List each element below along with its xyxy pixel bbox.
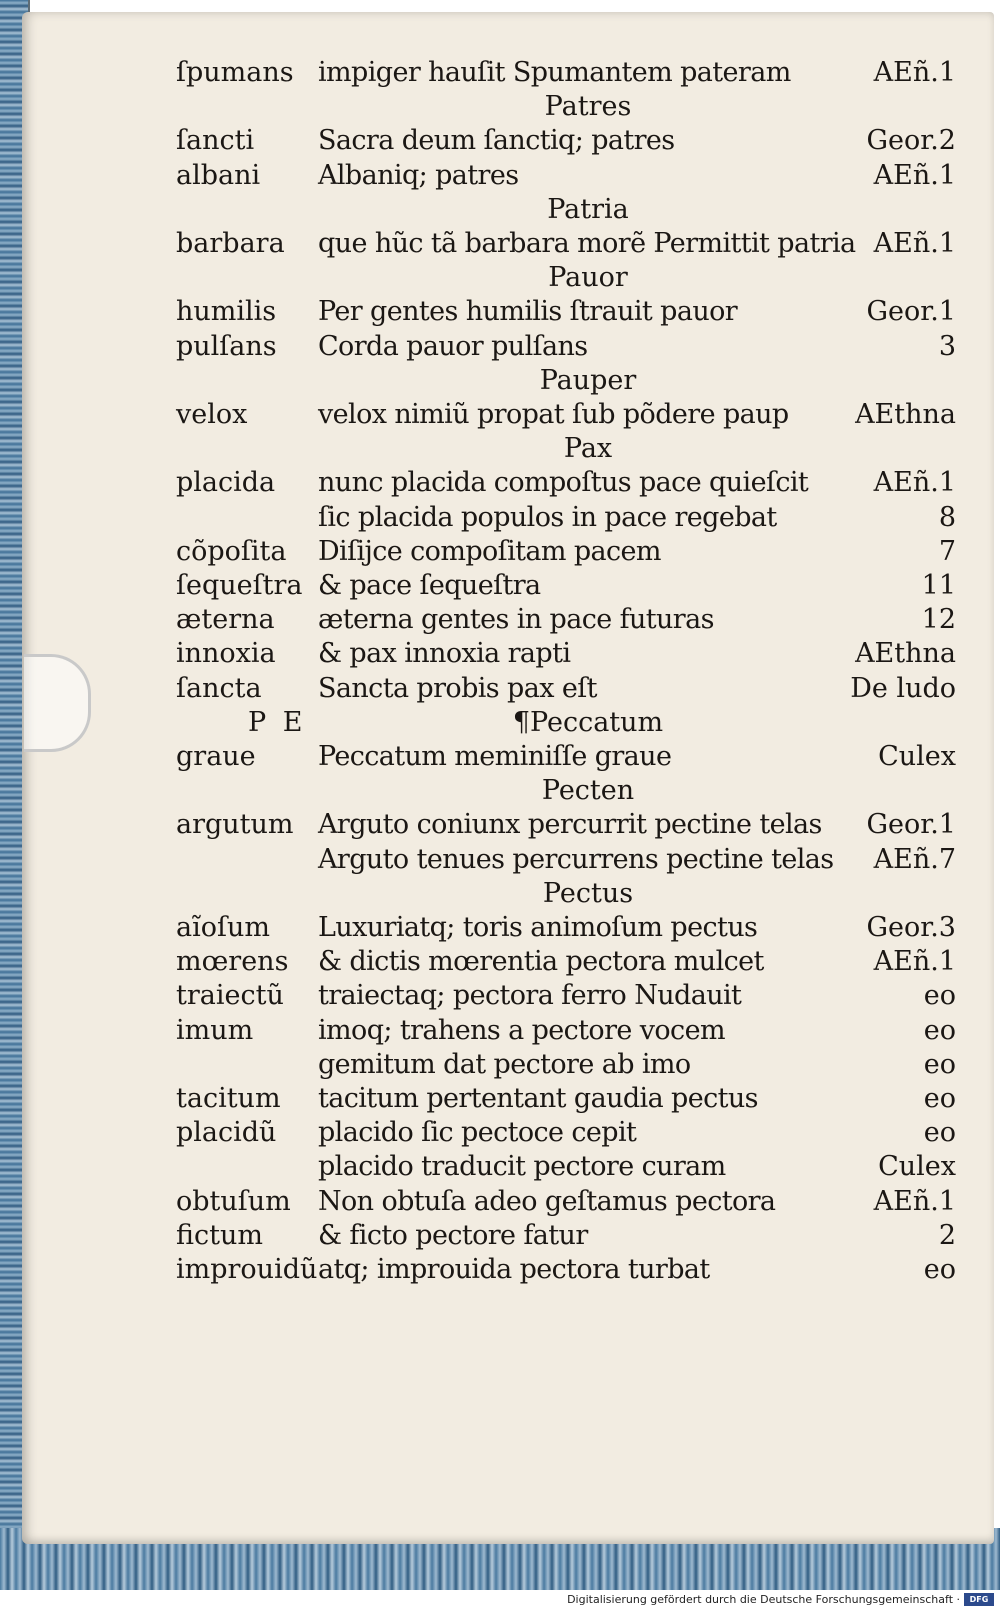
- entry-row: [0, 979, 1000, 1013]
- entry-heading: Pectus: [542, 877, 634, 909]
- entry-keyword: innoxia: [176, 638, 276, 670]
- entry-line: Arguto coniunx percurrit pectine telas: [318, 809, 822, 841]
- entry-keyword: ſancti: [176, 125, 255, 157]
- entry-line: Peccatum meminiſſe graue: [318, 741, 672, 772]
- entry-row: [0, 501, 1000, 535]
- heading-row: [0, 706, 1000, 740]
- entry-row: [0, 1082, 1000, 1116]
- heading-row: [0, 774, 1000, 808]
- heading-row: [0, 877, 1000, 911]
- entry-line: æterna gentes in pace futuras: [318, 604, 714, 636]
- entry-heading: Patria: [547, 193, 629, 225]
- entry-line: Sacra deum ſanctiq; patres: [318, 125, 675, 157]
- entry-row: [0, 603, 1000, 637]
- entry-row: [0, 1014, 1000, 1048]
- entry-keyword: imum: [176, 1014, 254, 1046]
- entry-line: traiectaq; pectora ferro Nudauit: [318, 980, 742, 1012]
- entry-keyword: mœrens: [176, 946, 289, 978]
- entry-row: [0, 1116, 1000, 1150]
- entry-keyword: humilis: [176, 296, 277, 328]
- entry-line: atq; improuida pectora turbat: [318, 1254, 710, 1285]
- entry-row: [0, 330, 1000, 364]
- entry-line: impiger hauſit Spumantem pateram: [318, 57, 791, 88]
- entry-reference: eo: [923, 1014, 956, 1046]
- entry-line: ſic placida populos in pace regebat: [318, 501, 777, 533]
- entry-line: que hũc tã barbara morẽ Permittit patria: [318, 228, 856, 259]
- entry-line: Arguto tenues percurrens pectine telas: [318, 843, 834, 875]
- entry-row: [0, 159, 1000, 193]
- entry-line: nunc placida compoſtus pace quieſcit: [318, 467, 809, 499]
- entry-row: [0, 56, 1000, 90]
- entry-keyword: argutum: [176, 809, 294, 841]
- entry-line: Diſijce compoſitam pacem: [318, 535, 661, 567]
- entry-row: [0, 535, 1000, 569]
- section-marker: P E: [248, 706, 307, 738]
- entry-row: [0, 124, 1000, 158]
- entry-keyword: graue: [176, 741, 256, 772]
- heading-row: [0, 193, 1000, 227]
- entry-line: gemitum dat pectore ab imo: [318, 1048, 691, 1080]
- entry-heading: Patres: [544, 91, 632, 123]
- entry-reference: AEñ.7: [873, 843, 956, 875]
- entry-reference: 3: [938, 330, 956, 362]
- entry-keyword: traiectũ: [176, 980, 284, 1012]
- entry-row: [0, 1048, 1000, 1082]
- entry-reference: eo: [923, 980, 956, 1012]
- heading-row: [0, 90, 1000, 124]
- entry-reference: 11: [921, 570, 956, 601]
- entry-reference: Geor.1: [866, 296, 956, 328]
- entry-row: [0, 911, 1000, 945]
- entry-row: [0, 637, 1000, 671]
- entry-reference: AEñ.1: [873, 946, 956, 978]
- entry-keyword: æterna: [176, 604, 275, 636]
- entry-row: [0, 466, 1000, 500]
- entry-row: [0, 945, 1000, 979]
- entry-row: [0, 1253, 1000, 1287]
- entry-keyword: placidũ: [176, 1117, 277, 1149]
- entry-row: [0, 569, 1000, 603]
- entry-reference: Geor.2: [866, 125, 956, 157]
- entry-keyword: fictum: [176, 1219, 263, 1251]
- entry-keyword: cõpoſita: [176, 535, 287, 567]
- entry-line: & pace ſequeſtra: [318, 570, 541, 601]
- entry-line: Per gentes humilis ſtrauit pauor: [318, 296, 738, 328]
- footer-credit: Digitalisierung gefördert durch die Deutsche Forschungsgemeinschaft ·: [567, 1593, 960, 1606]
- entry-reference: AEñ.1: [873, 467, 956, 499]
- entry-reference: Culex: [878, 741, 956, 772]
- entry-heading: Pauper: [539, 364, 637, 396]
- entry-row: [0, 843, 1000, 877]
- entry-reference: AEñ.1: [873, 1185, 956, 1217]
- heading-row: [0, 261, 1000, 295]
- entry-line: velox nimiũ propat ſub põdere paup: [318, 399, 789, 430]
- entry-reference: eo: [923, 1083, 956, 1114]
- entry-line: & dictis mœrentia pectora mulcet: [318, 946, 764, 978]
- entry-heading: ¶Peccatum: [512, 706, 664, 738]
- entry-reference: 12: [921, 604, 956, 636]
- entry-line: placido ſic pectoce cepit: [318, 1117, 637, 1149]
- entry-row: [0, 1219, 1000, 1253]
- entry-reference: AEthna: [855, 399, 956, 430]
- entry-line: placido traducit pectore curam: [318, 1151, 726, 1183]
- entry-keyword: obtuſum: [176, 1185, 291, 1217]
- entry-reference: AEñ.1: [873, 228, 956, 259]
- entry-heading: Pecten: [541, 775, 635, 807]
- entry-row: [0, 740, 1000, 774]
- entry-line: Sancta probis pax eſt: [318, 672, 597, 704]
- entry-keyword: barbara: [176, 228, 285, 259]
- entry-line: & pax innoxia rapti: [318, 638, 571, 670]
- entry-line: & ficto pectore fatur: [318, 1219, 588, 1251]
- entry-keyword: ſancta: [176, 672, 262, 704]
- entry-line: imoq; trahens a pectore vocem: [318, 1014, 725, 1046]
- entry-reference: Culex: [878, 1151, 956, 1183]
- entry-reference: De ludo: [850, 672, 956, 704]
- entry-row: [0, 808, 1000, 842]
- entry-reference: AEñ.1: [873, 57, 956, 88]
- entry-reference: AEthna: [855, 638, 956, 670]
- entry-keyword: ſequeſtra: [176, 570, 303, 601]
- entry-reference: eo: [923, 1048, 956, 1080]
- entry-line: Luxuriatq; toris animoſum pectus: [318, 912, 758, 943]
- entry-reference: eo: [923, 1117, 956, 1149]
- entry-heading: Pauor: [548, 262, 628, 294]
- entry-reference: AEñ.1: [873, 159, 956, 191]
- entry-keyword: ſpumans: [176, 57, 294, 88]
- entry-reference: Geor.1: [866, 809, 956, 841]
- entry-row: [0, 672, 1000, 706]
- entry-row: [0, 398, 1000, 432]
- entry-line: Corda pauor pulſans: [318, 330, 588, 362]
- entry-keyword: placida: [176, 467, 276, 499]
- entry-keyword: pulſans: [176, 330, 277, 362]
- entry-reference: 7: [938, 535, 956, 567]
- entry-keyword: tacitum: [176, 1083, 281, 1114]
- entry-line: tacitum pertentant gaudia pectus: [318, 1083, 758, 1114]
- entry-keyword: velox: [176, 399, 248, 430]
- dfg-logo-icon: DFG: [964, 1593, 994, 1606]
- entry-row: [0, 295, 1000, 329]
- entry-reference: 8: [938, 501, 956, 533]
- footer-bar: [0, 1590, 1000, 1609]
- entry-line: Non obtuſa adeo geſtamus pectora: [318, 1185, 776, 1217]
- entry-heading: Pax: [563, 433, 613, 465]
- entry-line: Albaniq; patres: [318, 159, 519, 191]
- entry-reference: eo: [923, 1254, 956, 1285]
- entry-row: [0, 227, 1000, 261]
- entry-reference: 2: [938, 1219, 956, 1251]
- heading-row: [0, 432, 1000, 466]
- entry-row: [0, 1185, 1000, 1219]
- entry-row: [0, 1150, 1000, 1184]
- heading-row: [0, 364, 1000, 398]
- entry-reference: Geor.3: [866, 912, 956, 943]
- entry-keyword: improuidũ: [176, 1254, 318, 1285]
- entry-keyword: albani: [176, 159, 261, 191]
- entry-keyword: aĩoſum: [176, 912, 270, 943]
